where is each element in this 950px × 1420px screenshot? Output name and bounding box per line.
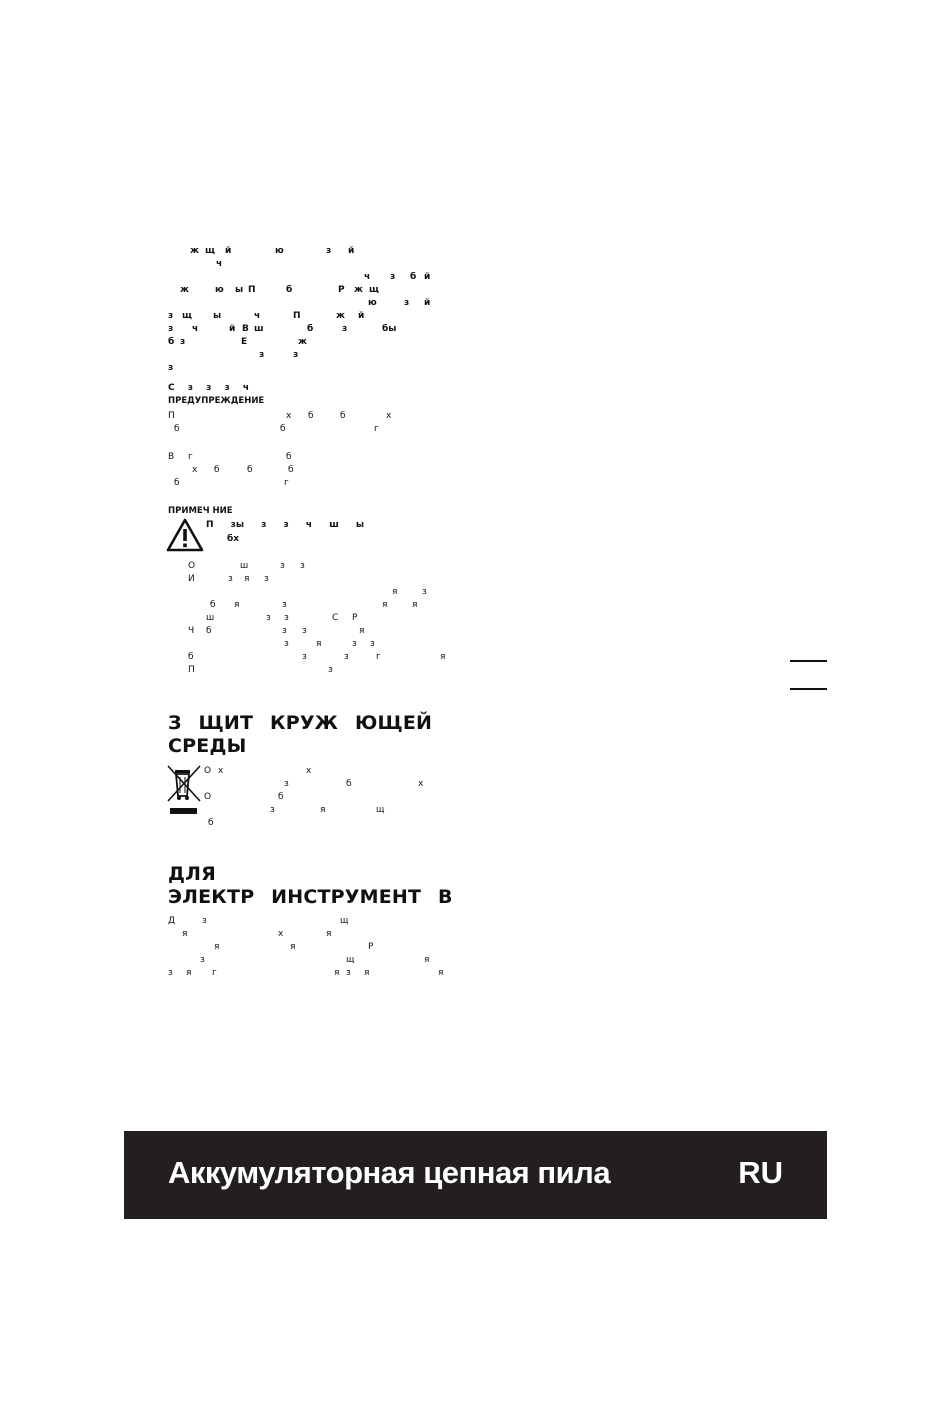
text-fragment: х <box>418 779 424 789</box>
text-fragment: Ч <box>188 626 195 636</box>
text-line <box>168 245 458 258</box>
text-fragment: х <box>286 411 292 421</box>
text-fragment: б <box>188 652 194 662</box>
text-line <box>188 664 458 677</box>
text-line <box>188 573 458 586</box>
text-fragment: з <box>370 639 375 649</box>
service-heading-line-2: ЭЛЕКТР ИНСТРУМЕНТ В <box>168 886 453 908</box>
text-fragment: з <box>168 324 174 334</box>
text-fragment: з <box>282 626 287 636</box>
text-fragment: О <box>188 561 196 571</box>
text-line <box>168 477 458 490</box>
text-fragment: б <box>206 626 212 636</box>
text-fragment: з <box>326 246 332 256</box>
text-line <box>168 310 458 323</box>
text-fragment: г <box>188 452 193 462</box>
text-fragment: з <box>390 272 396 282</box>
text-fragment: б <box>174 478 180 488</box>
service-paragraph <box>168 915 458 980</box>
text-fragment: ч <box>216 259 223 269</box>
text-fragment: з <box>202 916 207 926</box>
text-fragment: б <box>308 411 314 421</box>
text-fragment: з <box>168 363 174 373</box>
text-line <box>168 362 458 375</box>
language-code: RU <box>738 1155 783 1190</box>
text-fragment: бы <box>382 324 397 334</box>
text-fragment: з <box>342 324 348 334</box>
text-fragment: я <box>424 955 430 965</box>
text-fragment: О <box>204 792 212 802</box>
text-fragment: я <box>326 929 332 939</box>
environment-heading <box>168 712 432 758</box>
text-line <box>168 451 458 464</box>
text-fragment: б <box>278 792 284 802</box>
text-line <box>168 791 458 804</box>
text-fragment: б <box>210 600 216 610</box>
text-fragment: я <box>186 968 192 978</box>
text-fragment: щ <box>346 955 355 965</box>
text-fragment: г <box>212 968 217 978</box>
text-line <box>168 297 458 310</box>
text-fragment: з <box>302 626 307 636</box>
text-line <box>188 612 458 625</box>
text-fragment: я <box>440 652 446 662</box>
note-block <box>168 505 458 518</box>
text-fragment: ш <box>240 561 249 571</box>
text-line <box>168 778 458 791</box>
text-fragment: б <box>174 424 180 434</box>
text-fragment: я <box>382 600 388 610</box>
text-fragment: й <box>424 298 431 308</box>
text-fragment: з <box>264 574 269 584</box>
text-fragment: Р <box>338 285 345 295</box>
text-fragment: з <box>284 779 289 789</box>
text-fragment: г <box>284 478 289 488</box>
text-line <box>168 323 458 336</box>
text-line <box>168 336 458 349</box>
text-fragment: б <box>346 779 352 789</box>
text-fragment: я <box>320 805 326 815</box>
text-fragment: б <box>214 465 220 475</box>
text-fragment: ы <box>235 285 244 295</box>
text-line <box>168 804 458 817</box>
storage-paragraph-2 <box>168 451 458 490</box>
text-line <box>168 349 458 362</box>
text-fragment: з <box>180 337 186 347</box>
text-fragment: б <box>340 411 346 421</box>
text-fragment: я <box>392 587 398 597</box>
footer-title: Аккумуляторная цепная пила <box>168 1155 611 1190</box>
text-fragment: Е <box>241 337 248 347</box>
text-fragment: з <box>259 350 265 360</box>
text-fragment: ч <box>192 324 199 334</box>
text-fragment: щ <box>369 285 379 295</box>
text-fragment: В <box>168 452 175 462</box>
text-fragment: з <box>300 561 305 571</box>
text-fragment: я <box>359 626 365 636</box>
text-line <box>188 560 458 573</box>
text-fragment: б <box>280 424 286 434</box>
text-fragment: ш <box>206 613 215 623</box>
text-fragment: й <box>225 246 232 256</box>
text-line <box>168 464 458 477</box>
text-fragment: ч <box>254 311 261 321</box>
storage-paragraph-1 <box>168 410 458 436</box>
environment-heading-line-1: З ЩИТ КРУЖ ЮЩЕЙ <box>168 712 433 734</box>
text-fragment: С <box>332 613 339 623</box>
text-fragment: й <box>358 311 365 321</box>
note-text-line-1: П зы з з ч ш ы <box>206 520 365 530</box>
text-fragment: я <box>244 574 250 584</box>
text-line <box>168 284 458 297</box>
text-fragment: ю <box>368 298 377 308</box>
text-line <box>168 928 458 941</box>
text-fragment: ю <box>215 285 224 295</box>
text-fragment: ы <box>213 311 222 321</box>
text-fragment: з <box>344 652 349 662</box>
text-fragment: П <box>248 285 256 295</box>
text-fragment: щ <box>205 246 215 256</box>
text-line <box>168 271 458 284</box>
text-fragment: я <box>334 968 340 978</box>
text-fragment: х <box>278 929 284 939</box>
text-line <box>168 258 458 271</box>
storage-heading <box>168 382 458 408</box>
text-line <box>188 586 458 599</box>
text-line <box>168 817 458 830</box>
text-line <box>168 915 458 928</box>
text-fragment: щ <box>340 916 349 926</box>
text-fragment: з <box>293 350 299 360</box>
text-fragment: з <box>228 574 233 584</box>
environment-paragraph <box>168 765 458 830</box>
text-fragment: б <box>286 285 293 295</box>
text-line <box>168 967 458 980</box>
text-fragment: б <box>168 337 175 347</box>
text-fragment: з <box>352 639 357 649</box>
text-fragment: й <box>424 272 431 282</box>
text-fragment: ж <box>298 337 307 347</box>
service-heading-line-1: ДЛЯ <box>168 863 216 885</box>
text-fragment: з <box>280 561 285 571</box>
storage-warning-label: ПРЕДУПРЕЖДЕНИЕ <box>168 396 265 406</box>
text-fragment: я <box>182 929 188 939</box>
text-line <box>168 423 458 436</box>
text-fragment: щ <box>182 311 192 321</box>
text-fragment: П <box>188 665 195 675</box>
text-line <box>168 954 458 967</box>
text-fragment: ж <box>354 285 363 295</box>
text-fragment: з <box>270 805 275 815</box>
text-fragment: г <box>376 652 381 662</box>
text-fragment: Р <box>368 942 374 952</box>
note-list <box>188 560 458 677</box>
environment-heading-line-2: СРЕДЫ <box>168 735 247 757</box>
note-text-line-2: бх <box>227 534 240 544</box>
text-fragment: з <box>404 298 410 308</box>
margin-rule-bottom <box>790 688 827 690</box>
text-fragment: б <box>288 465 294 475</box>
text-fragment: б <box>247 465 253 475</box>
text-fragment: б <box>307 324 314 334</box>
text-fragment: з <box>284 639 289 649</box>
text-fragment: з <box>302 652 307 662</box>
text-fragment: г <box>374 424 379 434</box>
text-fragment: ж <box>180 285 189 295</box>
text-fragment: ч <box>364 272 371 282</box>
text-line <box>168 410 458 423</box>
text-fragment: я <box>316 639 322 649</box>
text-fragment: Р <box>352 613 358 623</box>
text-fragment: х <box>218 766 224 776</box>
text-fragment: з <box>328 665 333 675</box>
text-fragment: щ <box>376 805 385 815</box>
text-fragment: О <box>204 766 212 776</box>
service-heading <box>168 863 453 909</box>
text-fragment: з <box>282 600 287 610</box>
text-fragment: з <box>346 968 351 978</box>
text-fragment: ш <box>254 324 264 334</box>
text-line <box>188 599 458 612</box>
text-fragment: я <box>364 968 370 978</box>
text-fragment: ж <box>336 311 345 321</box>
text-fragment: з <box>284 613 289 623</box>
footer-band <box>124 1131 827 1219</box>
warning-triangle-icon <box>166 517 204 553</box>
text-fragment: х <box>192 465 198 475</box>
text-fragment: ж <box>190 246 199 256</box>
text-fragment: б <box>208 818 214 828</box>
intro-paragraph <box>168 245 458 375</box>
text-fragment: я <box>234 600 240 610</box>
text-fragment: я <box>438 968 444 978</box>
storage-heading-text: С з з з ч <box>168 383 250 393</box>
text-line <box>188 625 458 638</box>
text-fragment: х <box>306 766 312 776</box>
text-fragment: я <box>412 600 418 610</box>
text-fragment: я <box>290 942 296 952</box>
text-fragment: В <box>242 324 249 334</box>
margin-rule-top <box>790 660 827 662</box>
text-fragment: х <box>386 411 392 421</box>
text-fragment: й <box>229 324 236 334</box>
text-line <box>188 638 458 651</box>
text-fragment: П <box>168 411 175 421</box>
text-fragment: я <box>214 942 220 952</box>
text-fragment: з <box>266 613 271 623</box>
text-fragment: з <box>200 955 205 965</box>
text-fragment: з <box>422 587 427 597</box>
text-fragment: И <box>188 574 195 584</box>
text-fragment: з <box>168 968 173 978</box>
text-fragment: й <box>348 246 355 256</box>
text-fragment: П <box>293 311 301 321</box>
text-fragment: б <box>286 452 292 462</box>
text-fragment: б <box>410 272 417 282</box>
text-fragment: з <box>168 311 174 321</box>
text-line <box>168 941 458 954</box>
note-label: ПРИМЕЧ НИЕ <box>168 506 233 516</box>
text-fragment: Д <box>168 916 176 926</box>
text-line <box>168 765 458 778</box>
text-fragment: ю <box>275 246 284 256</box>
text-line <box>188 651 458 664</box>
